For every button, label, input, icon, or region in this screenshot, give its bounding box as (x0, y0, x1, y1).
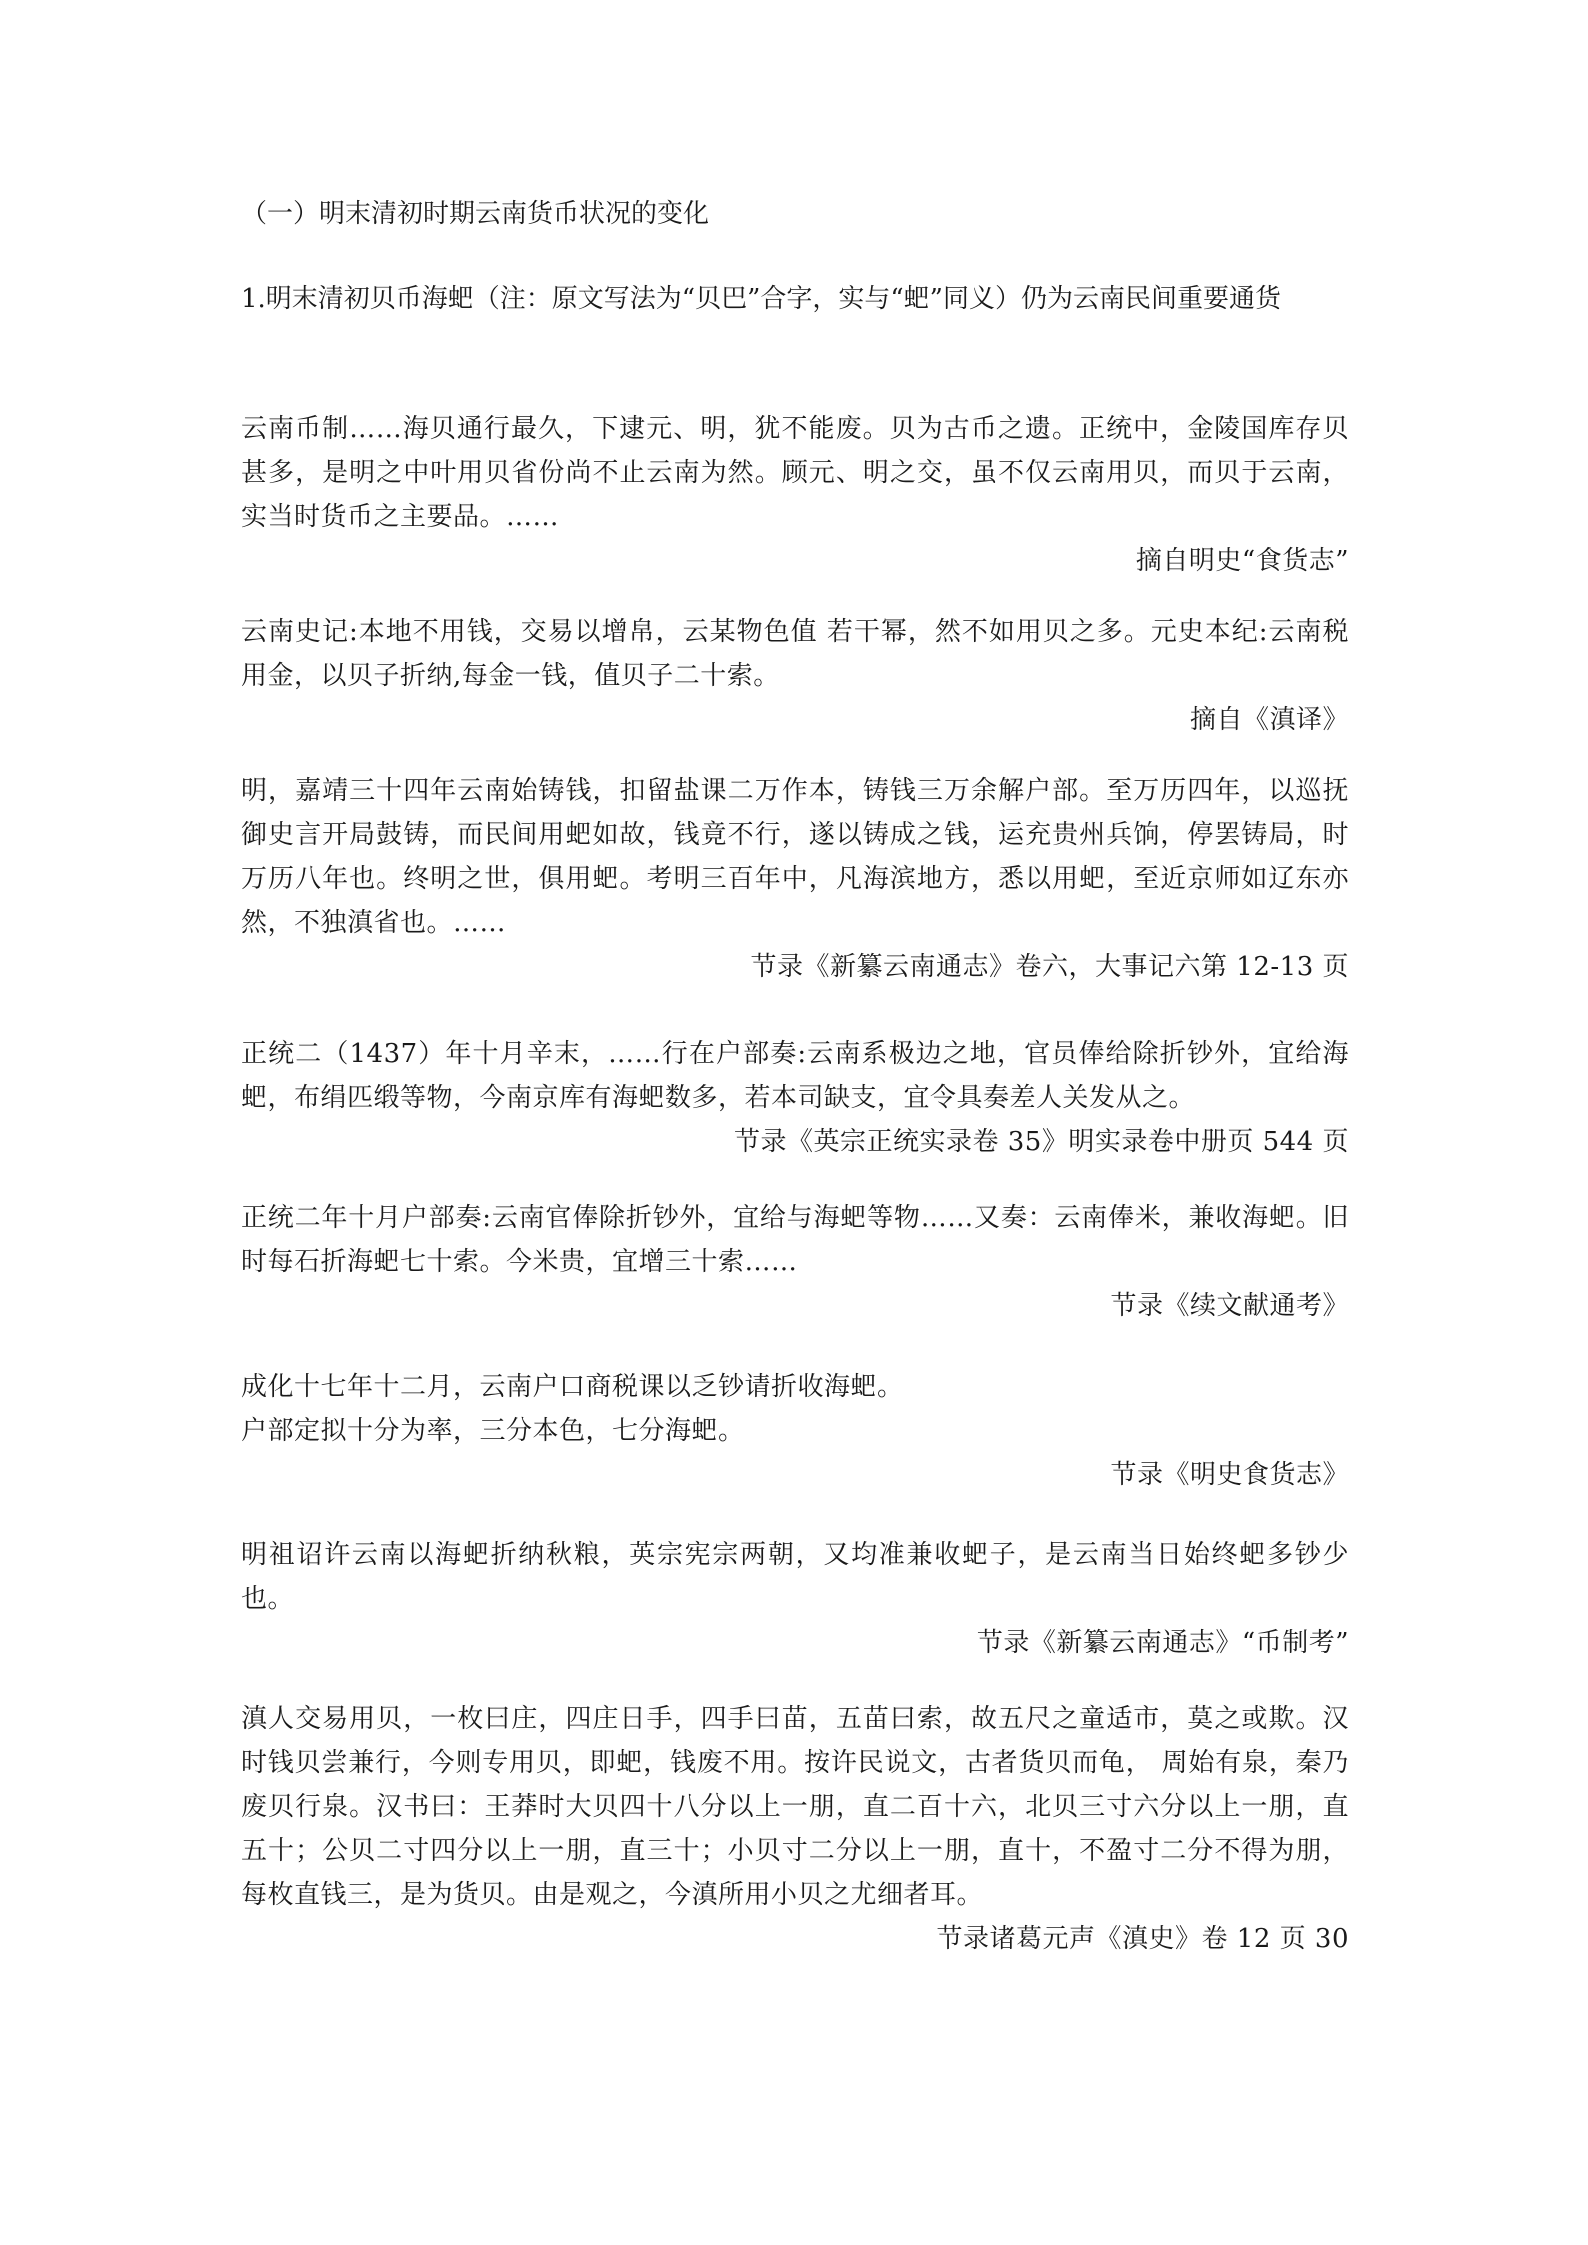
quote-text: 明祖诏许云南以海蚆折纳秋粮，英宗宪宗两朝，又均准兼收蚆子，是云南当日始终蚆多钞少也。 (241, 1540, 1349, 1614)
quote-block (241, 1365, 1349, 1497)
quote-block (241, 407, 1349, 583)
quote-block (241, 1032, 1349, 1164)
quote-block (241, 1196, 1349, 1328)
quote-citation: 摘自明史“食货志” (1135, 546, 1349, 576)
quote-text: 云南币制……海贝通行最久，下逮元、明，犹不能废。贝为古币之遗。正统中，金陵国库存贝甚多，是明之中叶用贝省份尚不止云南为然。顾元、明之交，虽不仅云南用贝，而贝于云南，实当时货币之主要品。…… (241, 414, 1349, 532)
quote-text-line: 成化十七年十二月，云南户口商税课以乏钞请折收海蚆。 (241, 1372, 904, 1402)
quote-citation: 节录《明史食货志》 (1110, 1460, 1349, 1490)
quote-text: 明，嘉靖三十四年云南始铸钱，扣留盐课二万作本，铸钱三万余解户部。至万历四年，以巡抚御史言开局鼓铸，而民间用蚆如故，钱竟不行，遂以铸成之钱，运充贵州兵饷，停罢铸局，时万历八年也。终明之世，俱用蚆。考明三百年中，凡海滨地方，悉以用蚆，至近京师如辽东亦然，不独滇省也。…… (241, 776, 1349, 938)
quote-block (241, 1533, 1349, 1665)
quote-citation: 节录《英宗正统实录卷 35》明实录卷中册页 544 页 (733, 1127, 1349, 1157)
subsection-heading: 1.明末清初贝币海蚆（注：原文写法为“贝巴”合字，实与“蚆”同义）仍为云南民间重要通货 (241, 284, 1281, 314)
quote-text: 云南史记:本地不用钱，交易以增帛，云某物色值 若干幂，然不如用贝之多。元史本纪:云南税用金，以贝子折纳,每金一钱，值贝子二十索。 (241, 617, 1349, 691)
quote-citation: 节录诸葛元声《滇史》卷 12 页 30 (936, 1924, 1349, 1954)
quote-block (241, 769, 1349, 989)
quote-text-line: 户部定拟十分为率，三分本色，七分海蚆。 (241, 1416, 745, 1446)
quote-citation: 节录《续文献通考》 (1110, 1291, 1349, 1321)
quote-citation: 节录《新纂云南通志》卷六，大事记六第 12-13 页 (750, 952, 1349, 982)
quote-block (241, 610, 1349, 742)
quote-text: 正统二年十月户部奏:云南官俸除折钞外，宜给与海蚆等物……又奏：云南俸米，兼收海蚆。旧时每石折海蚆七十索。今米贵，宜增三十索…… (241, 1203, 1349, 1277)
section-heading: （一）明末清初时期云南货币状况的变化 (241, 199, 710, 229)
quote-block (241, 1697, 1349, 1961)
quote-citation: 节录《新纂云南通志》“币制考” (976, 1628, 1349, 1658)
quote-text: 滇人交易用贝，一枚曰庄，四庄日手，四手曰苗，五苗曰索，故五尺之童适市，莫之或欺。汉时钱贝尝兼行，今则专用贝，即蚆，钱废不用。按许民说文，古者货贝而龟， 周始有泉，秦乃废贝行泉。汉书曰：王莽时大贝四十八分以上一朋，直二百十六，北贝三寸六分以上一朋，直五十；公贝二寸四分以上一朋，直三十；小贝寸二分以上一朋，直十，不盈寸二分不得为朋，每枚直钱三，是为货贝。由是观之，今滇所用小贝之尤细者耳。 (241, 1704, 1349, 1910)
quote-citation: 摘自《滇译》 (1189, 705, 1349, 735)
quote-text: 正统二（1437）年十月辛末，……行在户部奏:云南系极边之地，官员俸给除折钞外，宜给海蚆，布绢匹缎等物，今南京库有海蚆数多，若本司缺支，宜令具奏差人关发从之。 (241, 1039, 1349, 1113)
